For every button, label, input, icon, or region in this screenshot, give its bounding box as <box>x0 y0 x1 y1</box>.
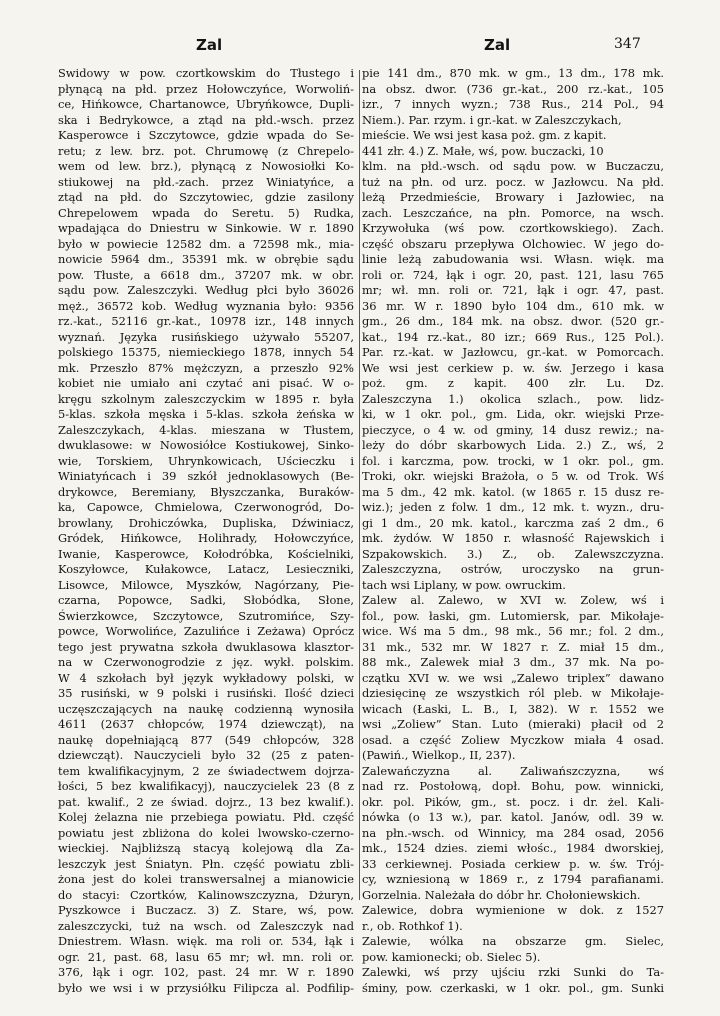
text-line: linie leżą zabudowania wsi. Własn. więk. ma <box>362 252 664 266</box>
text-line: leży do dóbr skarbowych Lida. 2.) Z., wś, 2 <box>362 438 664 452</box>
text-line: Koszyłowce, Kułakowce, Latacz, Lesieczniki, <box>58 562 354 576</box>
text-line: nad rz. Postołową, dopł. Bohu, pow. winnicki, <box>362 779 664 793</box>
text-line: rz.-kat., 52116 gr.-kat., 10978 izr., 148 innych <box>58 314 354 328</box>
text-line: 33 cerkiewnej. Posiada cerkiew p. w. św. Trój- <box>362 856 664 871</box>
text-line: 88 mk., Zalewek miał 3 dm., 37 mk. Na po- <box>362 655 664 669</box>
text-line: 36 mr. W r. 1890 było 104 dm., 610 mk. w <box>362 298 664 313</box>
text-line: Kolej żelazna nie przebiega powiatu. Płd. część <box>58 810 354 824</box>
right-column <box>362 66 664 996</box>
text-line: ma 5 dm., 42 mk. katol. (w 1865 r. 15 dusz re- <box>362 484 664 499</box>
text-line: Swidowy w pow. czortkowskim do Tłustego i <box>58 66 354 80</box>
text-line: Gródek, Hińkowce, Holihrady, Hołowczyńce, <box>58 531 354 545</box>
text-line: cy, wzniesioną w 1869 r., z 1794 parafianami. <box>362 872 664 886</box>
text-line: do stacyi: Czortków, Kalinowszczyzna, Dżuryn, <box>58 887 354 902</box>
text-line: kat., 194 rz.-kat., 80 izr.; 669 Rus., 125 Pol.). <box>362 329 664 344</box>
text-line: Zalew al. Zalewo, w XVI w. Zolew, wś i <box>362 593 664 607</box>
text-line: na obsz. dwor. (736 gr.-kat., 200 rz.-kat., 105 <box>362 81 664 96</box>
text-line: leszczyk jest Śniatyn. Płn. część powiatu zbli- <box>58 856 354 871</box>
text-line: nowicie 5964 dm., 35391 mk. w obrębie sądu <box>58 252 354 266</box>
text-line: wem od lew. brz.), płynącą z Nowosiołki Ko- <box>58 159 354 173</box>
text-line: 35 rusiński, w 9 polski i rusiński. Ilość dzieci <box>58 686 354 700</box>
text-line: tem kwalifikacyjnym, 2 ze świadectwem dojrza- <box>58 763 354 778</box>
text-line: klm. na płd.-wsch. od sądu pow. w Buczaczu, <box>362 159 664 173</box>
text-line: na płn.-wsch. od Winnicy, ma 284 osad, 2056 <box>362 825 664 840</box>
text-line: sądu pow. Zaleszczyki. Według płci było 36026 <box>58 283 354 297</box>
text-line: osad. a część Zoliew Myczkow miała 4 osad. <box>362 732 664 747</box>
text-line: Zalewki, wś przy ujściu rzki Sunki do Ta- <box>362 965 664 979</box>
text-line: mk., 1524 dzies. ziemi włośc., 1984 dworskiej, <box>362 841 664 855</box>
text-line: Dniestrem. Własn. więk. ma roli or. 534, łąk i <box>58 934 354 948</box>
text-line: nówka (o 13 w.), par. katol. Janów, odl. 39 w. <box>362 810 664 824</box>
text-line: 5-klas. szkoła męska i 5-klas. szkoła żeńska w <box>58 407 354 421</box>
text-line: Szpakowskich. 3.) Z., ob. Zalewszczyzna. <box>362 546 664 561</box>
text-line: pat. kwalif., 2 ze świad. dojrz., 13 bez kwalif.). <box>58 794 354 809</box>
text-line: łości, 5 bez kwalifikacyj), nauczycielek 23 (8 z <box>58 779 354 793</box>
text-line: czarna, Popowce, Sadki, Słobódka, Słone, <box>58 593 354 607</box>
text-line: kobiet nie umiało ani czytać ani pisać. W o- <box>58 376 354 390</box>
text-line: naukę dopełniającą 877 (549 chłopców, 328 <box>58 732 354 747</box>
text-line: Zalewice, dobra wymienione w dok. z 1527 <box>362 903 664 917</box>
text-line: mr; wł. mn. roli or. 721, łąk i ogr. 47, past. <box>362 283 664 297</box>
text-line: Zalewie, wólka na obszarze gm. Sielec, <box>362 934 664 948</box>
text-line: leżą Przedmieście, Browary i Jazłowiec, na <box>362 190 664 204</box>
text-line: 441 złr. 4.) Z. Małe, wś, pow. buczacki, 10 <box>362 143 604 158</box>
text-line: pow. Tłuste, a 6618 dm., 37207 mk. w obr. <box>58 267 354 282</box>
text-line: dziesięcinę ze wszystkich ról pleb. w Mikołaje- <box>362 686 664 700</box>
text-line: dziewcząt). Nauczycieli było 32 (25 z paten- <box>58 748 354 762</box>
text-line: ka, Capowce, Chmielowa, Czerwonogród, Do- <box>58 500 354 514</box>
text-line: Gorzelnia. Należała do dóbr hr. Chołoniewskich. <box>362 887 641 902</box>
text-line: mieście. We wsi jest kasa poż. gm. z kapit. <box>362 128 607 142</box>
text-line: izr., 7 innych wyzn.; 738 Rus., 214 Pol., 94 <box>362 97 664 111</box>
text-line: ztąd na płd. do Szczytowiec, gdzie zasilony <box>58 190 354 204</box>
text-line: 376, łąk i ogr. 102, past. 24 mr. W r. 1890 <box>58 965 354 979</box>
text-line: Chrepelowem wpada do Seretu. 5) Rudka, <box>58 205 354 220</box>
text-line: pow. kamionecki; ob. Sielec 5). <box>362 949 541 964</box>
text-line: r., ob. Rothkof 1). <box>362 918 463 933</box>
text-line: zaleszczycki, tuż na wsch. od Zaleszczyk nad <box>58 918 354 933</box>
text-line: poż. gm. z kapit. 400 złr. Lu. Dz. <box>362 376 664 390</box>
text-line: mk. żydów. W 1850 r. własność Rajewskich i <box>362 531 664 545</box>
text-line: Kasperowce i Szczytowce, gdzie wpada do Se- <box>58 128 354 142</box>
text-line: ska i Bedrykowce, a ztąd na płd.-wsch. przez <box>58 112 354 127</box>
running-head-left: Zal <box>196 36 223 54</box>
text-line: wpadająca do Dniestru w Sinkowie. W r. 1890 <box>58 221 354 235</box>
text-line: kręgu szkolnym zaleszczyckim w 1895 r. była <box>58 391 354 406</box>
text-line: We wsi jest cerkiew p. w. św. Jerzego i kasa <box>362 360 664 375</box>
text-line: Lisowce, Milowce, Myszków, Nagórzany, Pie- <box>58 577 354 592</box>
running-head-center: Zal <box>484 36 511 54</box>
text-line: browlany, Drohiczówka, Dupliska, Dźwiniacz, <box>58 515 354 530</box>
text-line: mk. Przeszło 87% mężczyzn, a przeszło 92% <box>58 360 354 375</box>
text-line: gi 1 dm., 20 mk. katol., karczma zaś 2 dm., 6 <box>362 515 664 530</box>
text-line: wiz.); jeden z folw. 1 dm., 12 mk. t. wyzn., dru- <box>362 500 664 514</box>
text-line: żona jest do kolei transwersalnej a mianowicie <box>58 872 354 886</box>
text-line: W 4 szkołach był język wykładowy polski, w <box>58 670 354 685</box>
text-line: męż., 36572 kob. Według wyznania było: 9356 <box>58 298 354 313</box>
text-line: powce, Worwolińce, Zazulińce i Zeżawa) Oprócz <box>58 624 354 638</box>
text-line: gm., 26 dm., 184 mk. na obsz. dwor. (520 gr.- <box>362 314 664 328</box>
text-line: Krzywołuka (wś pow. czortkowskiego). Zach. <box>362 221 664 235</box>
text-line: śminy, pow. czerkaski, w 1 okr. pol., gm. Sunki <box>362 980 664 995</box>
text-line: pieczyce, o 4 w. od gminy, 14 dusz rewiz.; na- <box>362 422 664 437</box>
text-line: okr. pol. Pików, gm., st. pocz. i dr. żel. Kali- <box>362 794 664 809</box>
text-line: fol., pow. łaski, gm. Lutomiersk, par. Mikołaje- <box>362 608 664 623</box>
text-line: uczęszczających na naukę codzienną wynosiła <box>58 701 354 716</box>
text-line: Zaleszczykach, 4-klas. mieszana w Tłustem, <box>58 422 354 437</box>
text-line: ce, Hińkowce, Chartanowce, Ubryńkowce, Dupli- <box>58 97 354 111</box>
text-line: fol. i karczma, pow. trocki, w 1 okr. pol., gm. <box>362 453 664 468</box>
text-line: wieckiej. Najbliższą stacyą kolejową dla Za- <box>58 841 354 855</box>
text-line: tach wsi Liplany, w pow. owruckim. <box>362 577 566 592</box>
text-line: Pyszkowce i Buczacz. 3) Z. Stare, wś, pow. <box>58 903 354 917</box>
text-line: 4611 (2637 chłopców, 1974 dziewcząt), na <box>58 717 354 731</box>
page-number: 347 <box>614 36 641 52</box>
text-line: było w powiecie 12582 dm. a 72598 mk., mia- <box>58 236 354 251</box>
text-line: czątku XVI w. we wsi „Zalewo triplex” dawano <box>362 670 664 685</box>
text-line: tuż na płn. od urz. pocz. w Jazłowcu. Na płd. <box>362 174 664 189</box>
text-line: część obszaru przepływa Olchowiec. W jego do- <box>362 236 664 251</box>
text-line: ki, w 1 okr. pol., gm. Lida, okr. wiejski Prze- <box>362 407 664 421</box>
text-line: 31 mk., 532 mr. W 1827 r. Z. miał 15 dm., <box>362 639 664 654</box>
text-line: retu; z lew. brz. pot. Chrumowę (z Chrepelo- <box>58 143 354 158</box>
text-line: drykowce, Beremiany, Błyszczanka, Buraków- <box>58 484 354 499</box>
text-line: dwuklasowe: w Nowosiółce Kostiukowej, Sinko- <box>58 438 354 452</box>
text-line: na w Czerwonogrodzie z jęz. wykł. polskim. <box>58 655 354 669</box>
text-line: wicach (Łaski, L. B., I, 382). W r. 1552 we <box>362 701 664 716</box>
text-line: stiukowej na płd.-zach. przez Winiatyńce, a <box>58 174 354 189</box>
text-line: płynącą na płd. przez Hołowczyńce, Worwoliń- <box>58 81 354 96</box>
text-line: roli or. 724, łąk i ogr. 20, past. 121, lasu 765 <box>362 267 664 282</box>
text-line: Niem.). Par. rzym. i gr.-kat. w Zaleszczykach, <box>362 112 622 127</box>
text-line: Par. rz.-kat. w Jazłowcu, gr.-kat. w Pomorcach. <box>362 345 664 359</box>
text-line: Zalewańczyzna al. Zaliwańszczyzna, wś <box>362 763 664 778</box>
text-line: (Pawiń., Wielkop., II, 237). <box>362 748 516 762</box>
text-line: tego jest prywatna szkoła dwuklasowa klasztor- <box>58 639 354 654</box>
text-line: wice. Wś ma 5 dm., 98 mk., 56 mr.; fol. 2 dm., <box>362 624 664 638</box>
text-line: powiatu jest zbliżona do kolei lwowsko-czerno- <box>58 825 354 840</box>
text-line: Winiatyńcach i 39 szkół jednoklasowych (Be- <box>58 469 354 483</box>
text-line: pie 141 dm., 870 mk. w gm., 13 dm., 178 mk. <box>362 66 664 80</box>
text-line: było we wsi i w przysiółku Filipcza al. Podfilip- <box>58 980 354 995</box>
text-line: wsi „Zoliew” Stan. Luto (mieraki) płacił od 2 <box>362 717 664 731</box>
text-line: zach. Leszczańce, na płn. Pomorce, na wsch. <box>362 205 664 220</box>
text-line: polskiego 15375, niemieckiego 1878, innych 54 <box>58 345 354 359</box>
text-line: wie, Torskiem, Uhrynkowicach, Uścieczku i <box>58 453 354 468</box>
left-column <box>58 66 354 996</box>
column-divider <box>359 70 360 900</box>
text-line: Iwanie, Kasperowce, Kołodróbka, Kościelniki, <box>58 546 354 561</box>
text-line: ogr. 21, past. 68, lasu 65 mr; wł. mn. roli or. <box>58 949 354 964</box>
text-line: Zaleszczyna 1.) okolica szlach., pow. lidz- <box>362 391 664 406</box>
text-line: Zaleszczyzna, ostrów, uroczysko na grun- <box>362 562 664 576</box>
text-line: Troki, okr. wiejski Brażoła, o 5 w. od Trok. Wś <box>362 469 664 483</box>
text-line: wyznań. Języka rusińskiego używało 55207, <box>58 329 354 344</box>
text-line: Świerzkowce, Szczytowce, Szutromińce, Szy- <box>58 608 354 623</box>
